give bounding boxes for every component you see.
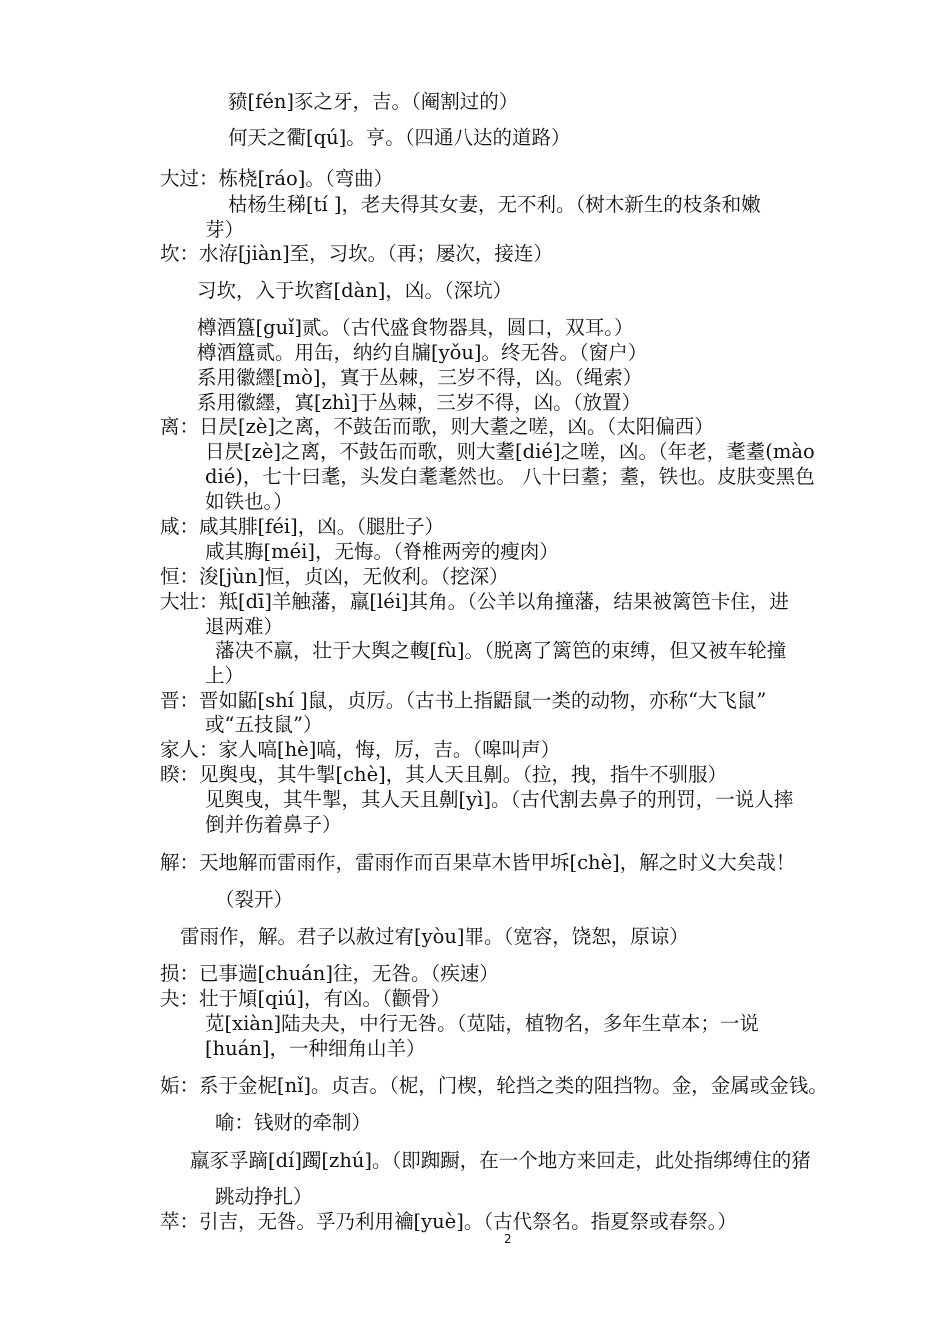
text-line: 系用徽纆[mò]，寘于丛棘，三岁不得，凶。（绳索） <box>197 366 643 389</box>
text-line: 夬：壮于頄[qiú]，有凶。（颧骨） <box>160 987 451 1010</box>
text-line: 姤：系于金柅[nǐ]。贞吉。（柅，门楔，轮挡之类的阻挡物。金，金属或金钱。 <box>160 1074 828 1097</box>
text-line: 见舆曳，其牛掣，其人天且劓[yì]。（古代割去鼻子的刑罚，一说人摔 <box>205 788 794 811</box>
text-line: 樽酒簋贰。用缶，纳约自牖[yǒu]。终无咎。（窗户） <box>197 341 648 364</box>
text-line: 芽） <box>205 218 245 241</box>
text-line: 退两难） <box>205 615 284 638</box>
text-line: 倒并伤着鼻子） <box>205 813 342 836</box>
text-line: 日昃[zè]之离，不鼓缶而歌，则大耋[dié]之嗟，凶。（年老，耄耋(mào <box>205 440 815 463</box>
text-line: 睽：见舆曳，其牛掣[chè]，其人天且劓。（拉，拽，指牛不驯服） <box>160 763 727 786</box>
text-line: 豮[fén]豕之牙，吉。（阉割过的） <box>228 90 519 113</box>
text-line: [huán]，一种细角山羊） <box>205 1037 426 1060</box>
page-number: 2 <box>504 1232 512 1246</box>
text-line: 咸其脢[méi]，无悔。（脊椎两旁的瘦肉） <box>205 540 559 563</box>
text-line: 上） <box>205 664 245 687</box>
text-line: 何天之衢[qú]。亨。（四通八达的道路） <box>228 126 571 149</box>
text-line: 如铁也。） <box>205 490 293 513</box>
text-line: 习坎，入于坎窞[dàn]，凶。（深坑） <box>197 279 513 302</box>
text-line: 损：已事遄[chuán]往，无咎。（疾速） <box>160 962 499 985</box>
text-line: 羸豕孚蹢[dí]躅[zhú]。（即踟蹰，在一个地方来回走，此处指绑缚住的猪 <box>190 1149 811 1172</box>
text-line: 萃：引吉，无咎。孚乃利用禴[yuè]。（古代祭名。指夏祭或春祭。） <box>160 1210 737 1233</box>
text-line: 雷雨作，解。君子以赦过宥[yòu]罪。（宽容，饶恕，原谅） <box>180 925 689 948</box>
text-line: 家人：家人嗃[hè]嗃，悔，厉，吉。（嗥叫声） <box>160 738 561 761</box>
text-line: 大壮：羝[dī]羊触藩，羸[léi]其角。（公羊以角撞藩，结果被篱笆卡住，进 <box>160 590 789 613</box>
text-line: 恒：浚[jùn]恒，贞凶，无攸利。（挖深） <box>160 565 509 588</box>
text-line: 坎：水洊[jiàn]至，习坎。（再；屡次，接连） <box>160 242 553 265</box>
text-line: 跳动挣扎） <box>215 1185 313 1208</box>
text-line: 系用徽纆，寘[zhì]于丛棘，三岁不得，凶。（放置） <box>197 391 642 414</box>
text-line: 离：日昃[zè]之离，不鼓缶而歌，则大耋之嗟，凶。（太阳偏西） <box>160 415 714 438</box>
text-line: dié)，七十曰耄，头发白耄耄然也。 八十曰耋；耋，铁也。皮肤变黑色 <box>205 465 815 488</box>
text-line: 樽酒簋[guǐ]贰。（古代盛食物器具，圆口，双耳。） <box>197 316 634 339</box>
text-line: 枯杨生稊[tí ]，老夫得其女妻，无不利。（树木新生的枝条和嫩 <box>228 193 761 216</box>
text-line: 晋：晋如鼫[shí ]鼠，贞厉。（古书上指鼯鼠一类的动物，亦称“大飞鼠” <box>160 689 767 712</box>
text-line: 解：天地解而雷雨作，雷雨作而百果草木皆甲坼[chè]，解之时义大矣哉！ <box>160 851 796 874</box>
text-line: 大过：栋桡[ráo]。（弯曲） <box>160 167 394 190</box>
text-line: 喻：钱财的牵制） <box>215 1111 372 1134</box>
text-line: 咸：咸其腓[féi]，凶。（腿肚子） <box>160 515 444 538</box>
text-line: （裂开） <box>215 888 294 911</box>
text-line: 或“五技鼠”） <box>205 713 323 736</box>
text-line: 苋[xiàn]陆夬夬，中行无咎。（苋陆，植物名，多年生草本；一说 <box>205 1012 759 1035</box>
text-line: 藩决不羸，壮于大舆之輹[fù]。（脱离了篱笆的束缚，但又被车轮撞 <box>215 639 787 662</box>
